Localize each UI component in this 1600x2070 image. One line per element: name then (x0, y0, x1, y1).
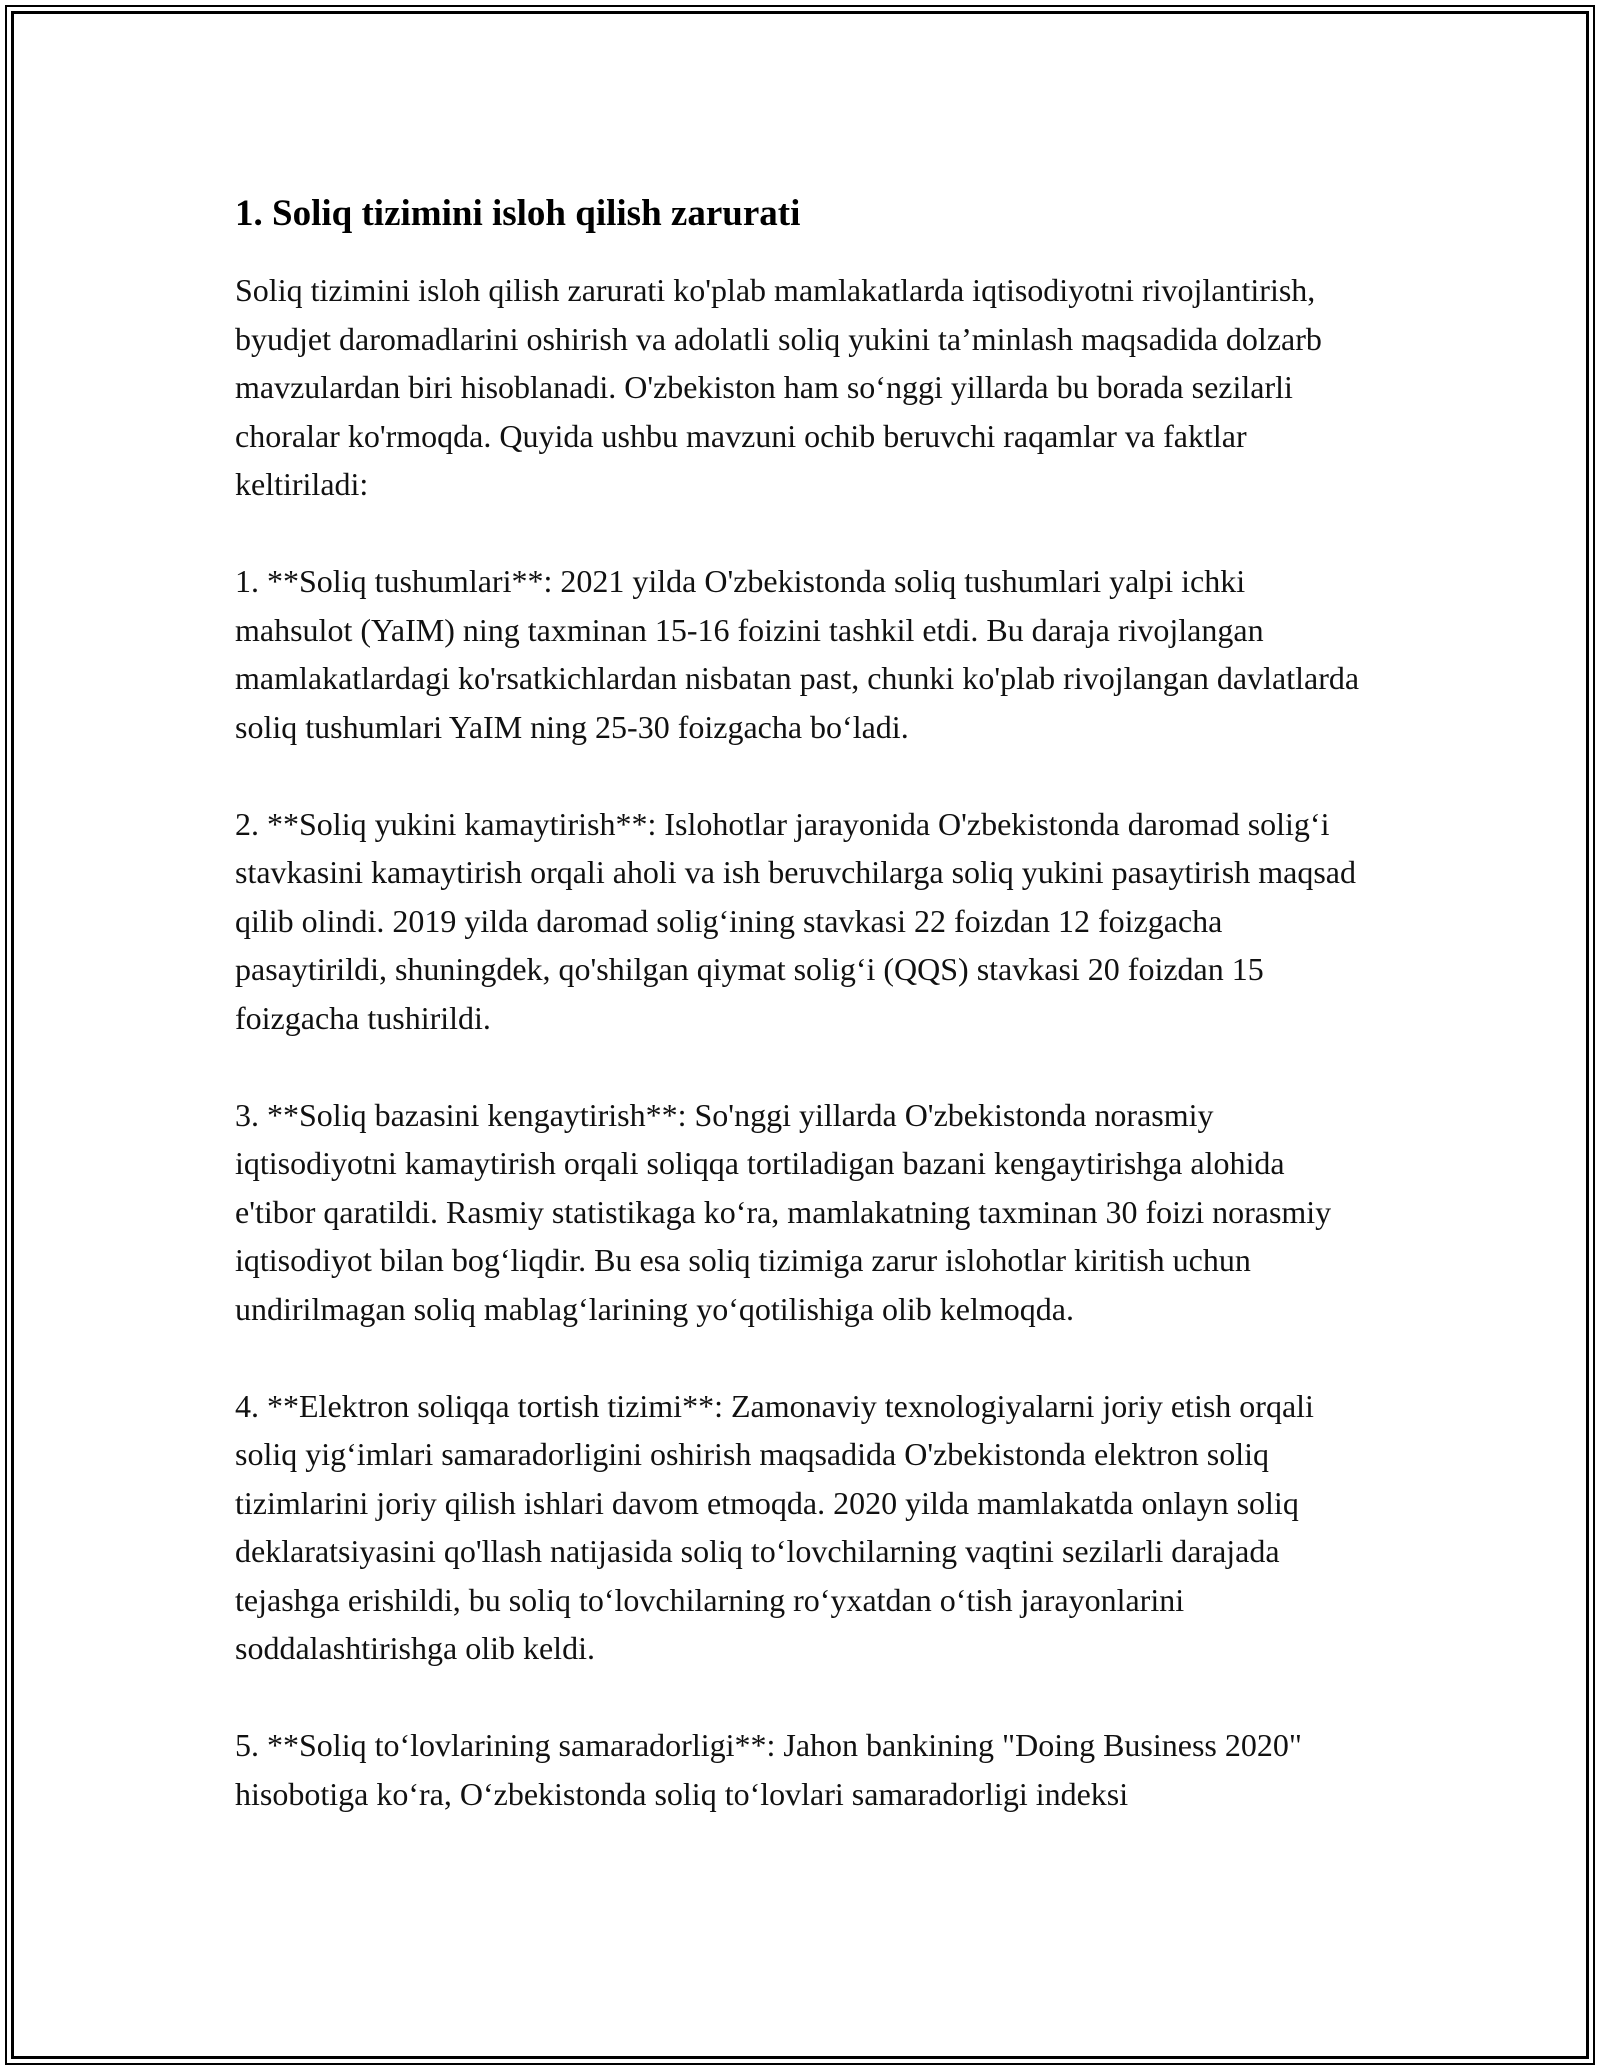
point-4-electronic-tax: 4. **Elektron soliqqa tortish tizimi**: Zamonaviy texnologiyalarni joriy etish orqali soliq yig‘imlari samaradorligini oshirish maqsadida O'zbekistonda elektron soliq tizimlarini joriy qilish ishlari davom etmoqda. 2020 yilda mamlakatda onlayn soliq deklaratsiyasini qo'llash natijasida soliq to‘lovchilarning vaqtini sezilarli darajada tejashga erishildi, bu soliq to‘lovchilarning ro‘yxatdan o‘tish jarayonlarini soddalashtirishga olib keldi. (235, 1387, 1314, 1666)
intro-paragraph: Soliq tizimini isloh qilish zarurati ko'plab mamlakatlarda iqtisodiyotni rivojlantirish, byudjet daromadlarini oshirish va adolatli soliq yukini ta’minlash maqsadida dolzarb mavzulardan biri hisoblanadi. O'zbekiston ham so‘nggi yillarda bu borada sezilarli choralar ko'rmoqda. Quyida ushbu mavzuni ochib beruvchi raqamlar va faktlar keltiriladi: (235, 272, 1322, 502)
point-2-tax-burden: 2. **Soliq yukini kamaytirish**: Islohotlar jarayonida O'zbekistonda daromad solig‘i stavkasini kamaytirish orqali aholi va ish beruvchilarga soliq yukini pasaytirish maqsad qilib olindi. 2019 yilda daromad solig‘ining stavkasi 22 foizdan 12 foizgacha pasaytirildi, shuningdek, qo'shilgan qiymat solig‘i (QQS) stavkasi 20 foizdan 15 foizgacha tushirildi. (235, 805, 1356, 1036)
point-1-tax-revenue: 1. **Soliq tushumlari**: 2021 yilda O'zbekistonda soliq tushumlari yalpi ichki mahsulot (YaIM) ning taxminan 15-16 foizini tashkil etdi. Bu daraja rivojlangan mamlakatlardagi ko'rsatkichlardan nisbatan past, chunki ko'plab rivojlangan davlatlarda soliq tushumlari YaIM ning 25-30 foizgacha bo‘ladi. (235, 563, 1360, 745)
point-3-tax-base: 3. **Soliq bazasini kengaytirish**: So'nggi yillarda O'zbekistonda norasmiy iqtisodiyotni kamaytirish orqali soliqqa tortiladigan bazani kengaytirishga alohida e'tibor qaratildi. Rasmiy statistikaga ko‘ra, mamlakatning taxminan 30 foizi norasmiy iqtisodiyot bilan bog‘liqdir. Bu esa soliq tizimiga zarur islohotlar kiritish uchun undirilmagan soliq mablag‘larining yo‘qotilishiga olib kelmoqda. (235, 1096, 1332, 1327)
point-5-tax-efficiency: 5. **Soliq to‘lovlarining samaradorligi**: Jahon bankining "Doing Business 2020" hisobotiga ko‘ra, O‘zbekistonda soliq to‘lovlari samaradorligi indeksi (235, 1727, 1302, 1812)
document-body (235, 186, 1365, 1818)
section-heading: 1. Soliq tizimini isloh qilish zarurati (235, 193, 801, 234)
